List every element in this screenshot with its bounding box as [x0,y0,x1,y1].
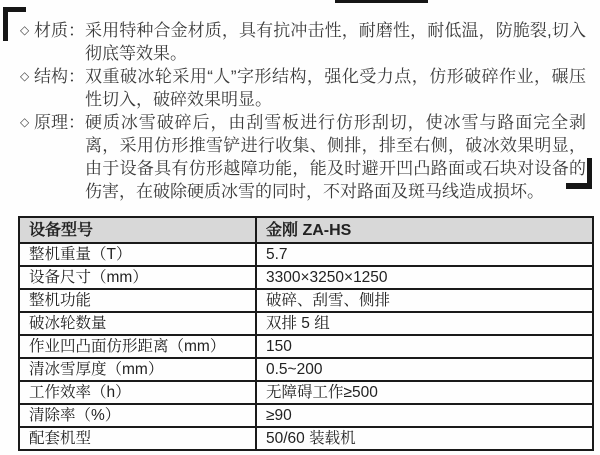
spec-table-header-row [19,217,593,243]
table-row [19,243,593,266]
spec-value: 50/60 装载机 [256,427,593,450]
table-row [19,427,593,450]
feature-text-structure: 双重破冰轮采用“人”字形结构，强化受力点，仿形破碎作业，碾压性切入，破碎效果明显。 [85,67,586,109]
spec-param: 设备尺寸（mm） [19,266,256,289]
feature-text-principle: 硬质冰雪破碎后，由刮雪板进行仿形刮切，使冰雪与路面完全剥离，采用仿形推雪铲进行收集、侧排，排至右侧，破冰效果明显，由于设备具有仿形越障功能，能及时避开凹凸路面或石块对设备的伤害，在破除硬质冰雪的同时，不对路面及斑马线造成损坏。 [85,113,586,201]
spec-table [18,216,594,451]
spec-value: 破碎、刮雪、侧排 [256,289,593,312]
table-row [19,358,593,381]
diamond-bullet-icon: ◇ [20,115,30,129]
feature-list [20,19,586,203]
feature-item-principle [20,111,586,203]
top-edge-bar [335,0,428,3]
table-row [19,335,593,358]
spec-param: 清冰雪厚度（mm） [19,358,256,381]
feature-label-structure: 结构： [34,67,85,86]
feature-label-material: 材质： [34,21,85,40]
spec-value: 150 [256,335,593,358]
feature-text-material: 采用特种合金材质，具有抗冲击性，耐磨性，耐低温，防脆裂,切入彻底等效果。 [85,21,586,63]
spec-value: 0.5~200 [256,358,593,381]
spec-param: 整机重量（T） [19,243,256,266]
table-row [19,312,593,335]
table-row [19,289,593,312]
spec-param: 配套机型 [19,427,256,450]
spec-param: 作业凹凸面仿形距离（mm） [19,335,256,358]
spec-value: 3300×3250×1250 [256,266,593,289]
table-row [19,266,593,289]
spec-header-value: 金刚 ZA-HS [256,217,593,243]
diamond-bullet-icon: ◇ [20,23,30,37]
spec-value: 双排 5 组 [256,312,593,335]
feature-item-structure [20,65,586,111]
spec-value: 无障碍工作≥500 [256,381,593,404]
spec-header-param: 设备型号 [19,217,256,243]
table-row [19,404,593,427]
feature-item-material [20,19,586,65]
diamond-bullet-icon: ◇ [20,69,30,83]
feature-label-principle: 原理： [34,113,85,132]
spec-param: 破冰轮数量 [19,312,256,335]
spec-param: 工作效率（h） [19,381,256,404]
table-row [19,381,593,404]
spec-value: ≥90 [256,404,593,427]
spec-param: 整机功能 [19,289,256,312]
spec-value: 5.7 [256,243,593,266]
spec-param: 清除率（%） [19,404,256,427]
